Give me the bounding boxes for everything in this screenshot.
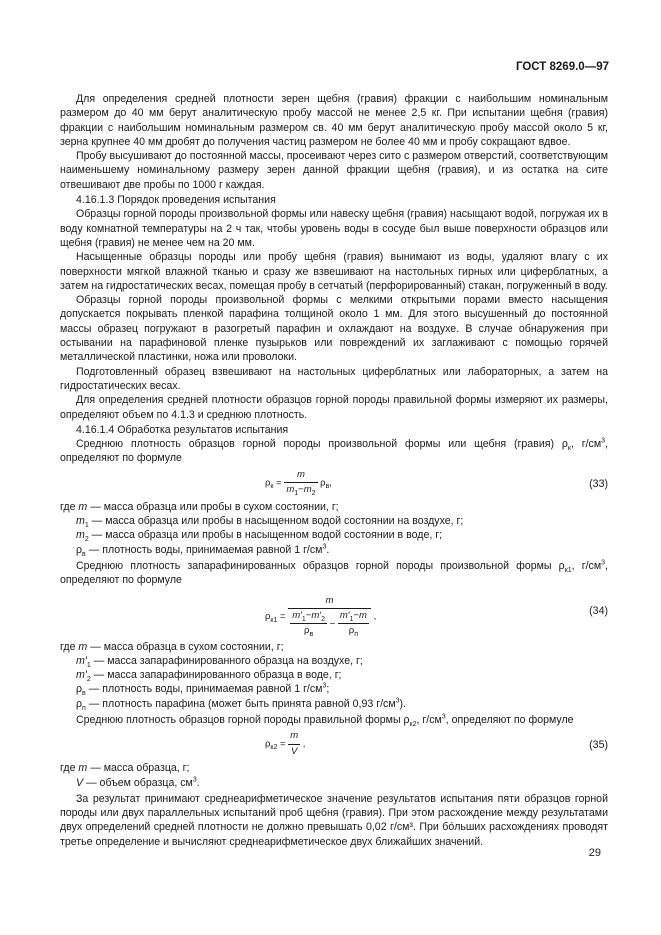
- standard-header: ГОСТ 8269.0—97: [515, 61, 609, 73]
- formula-number: (35): [589, 739, 608, 752]
- formula-34: $\rho_{к1}$ = m $\frac{m'_1-m'_2}{\rho_в}$ − $\frac{m'_1-m}{\rho_п}$ , (34): [265, 594, 608, 638]
- paragraph: Образцы горной породы произвольной формы или навеску щебня (гравия) насыщают водой, погружая их в воду комнатной температуры на 2 ч так, чтобы уровень воды в сосуде был выше поверхности образцов или щебня (гравия) не менее чем на 20 мм.: [60, 208, 608, 249]
- where-block: где m — масса образца или пробы в сухом состоянии, г; $m_1$ — масса образца или пробы в насыщенном водой состоянии на воздухе, г; $m_2$ — масса образца или пробы в насыщенном водой состоянии в воде, г; $\rho_в$ — плотность воды, принимаемая равной 1 $г/см^3$.: [60, 500, 464, 558]
- formula-35: $\rho_{к2}$ = $\frac{m}{V}$ , (35): [60, 729, 608, 759]
- paragraph: Пробу высушивают до постоянной массы, просеивают через сито с размером отверстий, соответствующим наименьшему номинальному размеру зерен данной фракции щебня (гравия), и из остатка на сите отвешивают две пробы по 1000 г каждая.: [60, 150, 608, 191]
- paragraph: Для определения средней плотности образцов горной породы правильной формы измеряют их размеры, определяют объем по 4.1.3 и среднюю плотность.: [60, 394, 608, 421]
- where-block: где m — масса образца в сухом состоянии, г; $m'_1$ — масса запарафинированного образца на воздухе, г; $m'_2$ — масса запарафинированного образца в воде, г; $\rho_в$ — плотность воды, принимаемая равной 1 $г/см^3$; $\rho_п$ — плотность парафина (может быть принята равной 0,93 $г/см^3$).: [60, 640, 406, 712]
- paragraph: Образцы горной породы произвольной формы с мелкими открытыми порами вместо насыщения допускается покрывать пленкой парафина толщиной около 1 мм. Для этого высушенный до постоянной массы образец погружают в разогретый парафин и охлаждают на воздухе. В случае обнаружения при остывании на парафиновой пленке пузырьков или повреждений их заглаживают с помощью горячей металлической пластинки, ножа или проволоки.: [60, 294, 608, 364]
- fraction: m $\frac{m'_1-m'_2}{\rho_в}$ − $\frac{m'_1-m}{\rho_п}$: [288, 594, 371, 639]
- page-body: [60, 92, 608, 849]
- where-block: где m — масса образца, г; V — объем образца, $см^3$.: [60, 762, 200, 789]
- fraction: $\frac{m}{V}$: [290, 730, 299, 757]
- formula-number: (34): [589, 604, 608, 617]
- section-heading: 4.16.1.4 Обработка результатов испытания: [76, 423, 289, 436]
- section-heading: 4.16.1.3 Порядок проведения испытания: [76, 194, 276, 207]
- paragraph: Среднюю плотность образцов горной породы произвольной формы или щебня (гравия) $\rho_к$, $г/см^3$, определяют по формуле: [60, 437, 608, 465]
- paragraph: Насыщенные образцы породы или пробу щебня (гравия) вынимают из воды, удаляют влагу с их поверхности мягкой влажной тканью и сразу же взвешивают на настольных гирных или циферблатных, а затем на гидростатических весах, помещая пробу в сетчатый (перфорированный) стакан, погруженный в воду.: [60, 251, 608, 292]
- formula-33: $\rho_к$ = $\frac{m}{m_1-m_2}$ $\rho_в$, (33): [265, 468, 608, 497]
- fraction: $\frac{m}{m_1-m_2}$: [286, 468, 316, 497]
- paragraph: Для определения средней плотности зерен щебня (гравия) фракции с наибольшим номинальным размером до 40 мм берут аналитическую пробу массой не менее 2,5 кг. При испытании щебня (гравия) фракции с наибольшим номинальным размером св. 40 мм берут аналитическую пробу массой около 5 кг, зерна крупнее 40 мм дробят до получения частиц размером не более 40 мм и пробу сокращают вдвое.: [60, 93, 608, 148]
- page-number: 29: [588, 847, 601, 859]
- paragraph: Среднюю плотность запарафинированных образцов горной породы произвольной формы $\rho_{к1}$, $г/см^3$, определяют по формуле: [60, 559, 608, 587]
- formula-number: (33): [589, 477, 608, 490]
- paragraph: Среднюю плотность образцов горной породы правильной формы $\rho_{к2}$, $г/см^3$, определяют по формуле: [76, 713, 574, 729]
- paragraph: За результат принимают среднеарифметическое значение результатов испытания пяти образцов горной породы или двух параллельных испытаний проб щебня (гравия). При этом расхождение между результатами двух определений средней плотности не должно превышать 0,02 г/см³. При бо́льших расхождениях проводят третье определение и вычисляют среднеарифметическое двух ближайших значений.: [60, 792, 608, 848]
- paragraph: Подготовленный образец взвешивают на настольных циферблатных или лабораторных, а затем на гидростатических весах.: [60, 365, 608, 392]
